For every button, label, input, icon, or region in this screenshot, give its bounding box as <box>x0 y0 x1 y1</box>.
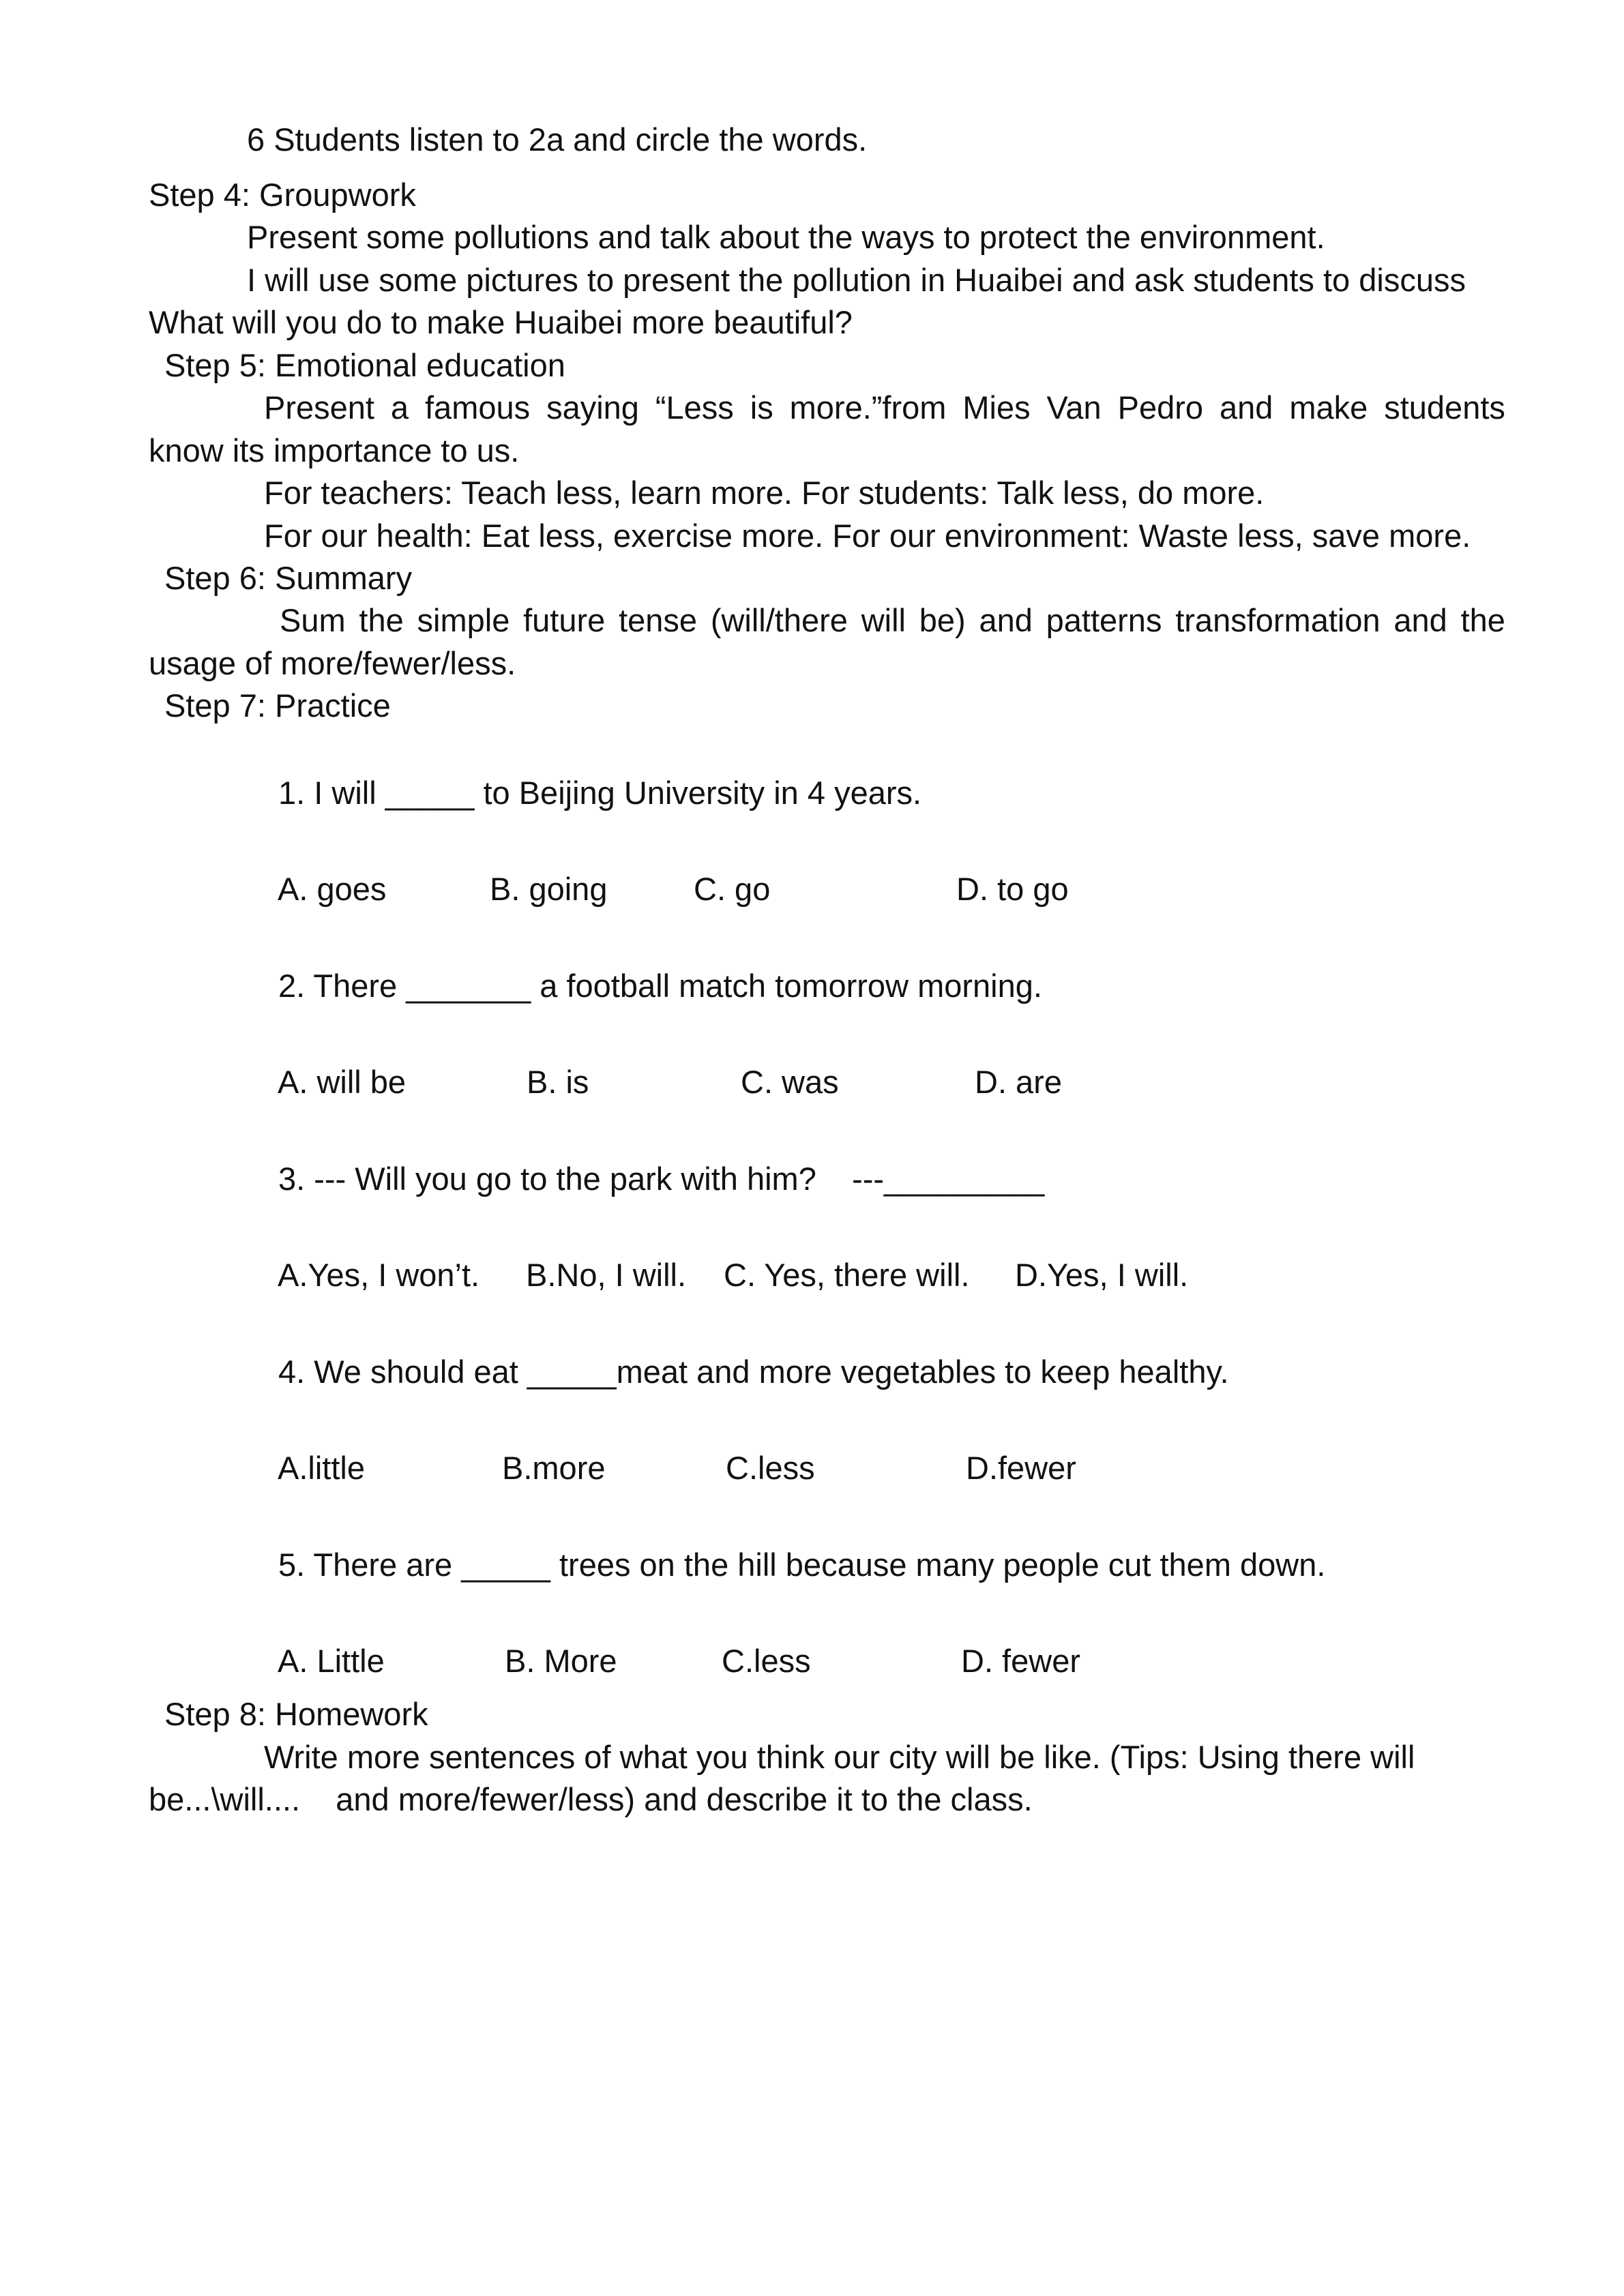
word: make <box>1289 389 1368 426</box>
option-b: B.No, I will. <box>526 1257 687 1293</box>
word: famous <box>425 389 531 426</box>
question-1: 1. I will _____ to Beijing University in 4 years. <box>278 775 922 811</box>
step5-line-1a <box>264 389 1505 427</box>
option-a: A. goes <box>278 871 387 907</box>
option-d: D. are <box>975 1064 1062 1100</box>
word: (will/there <box>710 602 848 638</box>
option-d: D. fewer <box>961 1643 1080 1679</box>
word: and <box>979 602 1033 638</box>
step4-line-1: Present some pollutions and talk about the ways to protect the environment. <box>247 219 1325 255</box>
question-4: 4. We should eat _____meat and more vegetables to keep healthy. <box>278 1354 1229 1390</box>
option-c: C. was <box>741 1064 839 1100</box>
option-c: C. go <box>694 871 771 907</box>
option-d: D. to go <box>956 871 1069 907</box>
option-b: B.more <box>502 1450 606 1486</box>
step6-line-1b: usage of more/fewer/less. <box>149 645 516 681</box>
word: transformation <box>1175 602 1381 638</box>
word: more.”from <box>789 389 947 426</box>
question-4-options <box>278 1449 1164 1487</box>
word: Mies <box>962 389 1031 426</box>
step3-item-6: 6 Students listen to 2a and circle the words. <box>247 121 868 158</box>
question-5-options <box>278 1642 1164 1680</box>
word: Van <box>1046 389 1102 426</box>
step7-heading: Step 7: Practice <box>164 687 391 724</box>
step5-heading: Step 5: Emotional education <box>164 347 565 383</box>
option-c: C.less <box>722 1643 811 1679</box>
step6-heading: Step 6: Summary <box>164 560 413 596</box>
word: students <box>1384 389 1505 426</box>
question-1-options <box>278 870 1164 908</box>
word: simple <box>417 602 510 638</box>
word: a <box>390 389 409 426</box>
question-2-options <box>278 1063 1164 1101</box>
option-a: A.Yes, I won’t. <box>278 1257 480 1293</box>
option-b: B. going <box>490 871 608 907</box>
question-5: 5. There are _____ trees on the hill because many people cut them down. <box>278 1547 1326 1583</box>
question-3-options <box>278 1256 1232 1294</box>
word: Present <box>264 389 374 426</box>
option-b: B. is <box>527 1064 589 1100</box>
word: tense <box>619 602 698 638</box>
word: “Less <box>655 389 734 426</box>
word: the <box>1460 602 1505 638</box>
option-d: D.fewer <box>966 1450 1076 1486</box>
step4-heading: Step 4: Groupwork <box>149 177 416 213</box>
word: future <box>523 602 606 638</box>
option-a: A. will be <box>278 1064 407 1100</box>
word: saying <box>546 389 639 426</box>
option-d: D.Yes, I will. <box>1015 1257 1189 1293</box>
option-c: C.less <box>726 1450 815 1486</box>
word: will <box>861 602 906 638</box>
option-a: A. Little <box>278 1643 385 1679</box>
word: and <box>1393 602 1447 638</box>
step5-line-2: For teachers: Teach less, learn more. For students: Talk less, do more. <box>264 475 1265 511</box>
question-3: 3. --- Will you go to the park with him? ---_________ <box>278 1161 1045 1197</box>
step8-line-1b: be...\will.... and more/fewer/less) and describe it to the class. <box>149 1781 1033 1817</box>
word: Pedro <box>1117 389 1204 426</box>
step6-line-1a <box>280 601 1505 640</box>
word: and <box>1219 389 1273 426</box>
option-b: B. More <box>505 1643 617 1679</box>
word: Sum <box>280 602 346 638</box>
step5-line-3: For our health: Eat less, exercise more. For our environment: Waste less, save more. <box>264 518 1471 554</box>
word: the <box>359 602 404 638</box>
option-c: C. Yes, there will. <box>724 1257 970 1293</box>
step4-line-2b: What will you do to make Huaibei more beautiful? <box>149 304 853 340</box>
option-a: A.little <box>278 1450 365 1486</box>
step8-heading: Step 8: Homework <box>164 1696 428 1732</box>
word: be) <box>919 602 966 638</box>
word: is <box>750 389 773 426</box>
question-2: 2. There _______ a football match tomorrow morning. <box>278 968 1042 1004</box>
step8-line-1a: Write more sentences of what you think our city will be like. (Tips: Using there will <box>264 1739 1415 1775</box>
word: patterns <box>1046 602 1162 638</box>
step5-line-1b: know its importance to us. <box>149 432 520 468</box>
step4-line-2a: I will use some pictures to present the pollution in Huaibei and ask students to discuss <box>247 262 1466 298</box>
